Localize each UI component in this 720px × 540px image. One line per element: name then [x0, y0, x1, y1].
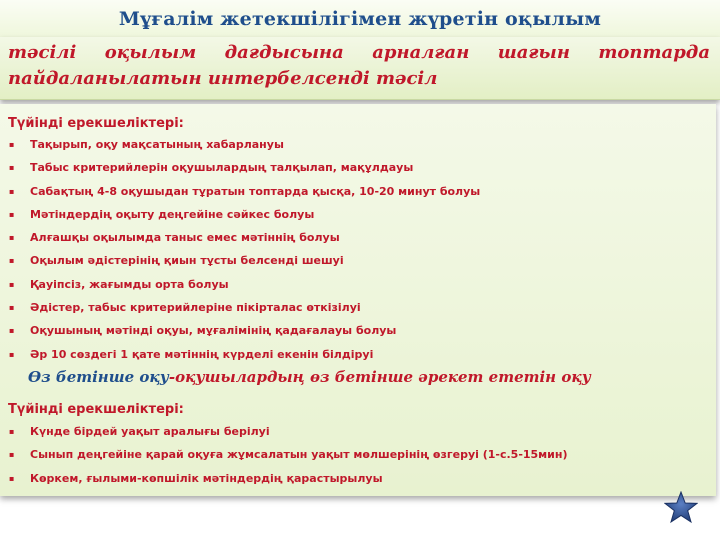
list-item-text: Табыс критерийлерін оқушылардың талқылап, мақұлдауы	[30, 161, 414, 175]
list-item-text: Сабақтың 4-8 оқушыдан тұратын топтарда қысқа, 10-20 минут болуы	[30, 184, 481, 198]
subheading-definition: -оқушылардың өз бетінше әрекет ететін оқу	[168, 368, 591, 386]
bullet-icon: ▪	[9, 279, 15, 289]
list-item	[0, 180, 480, 203]
slide-subtitle: тәсілі оқылым дағдысына арналған шағын топтарда пайдаланылатын интербелсенді тәсіл	[8, 42, 710, 89]
list-item	[0, 249, 480, 272]
list-item	[0, 343, 480, 366]
list-item	[0, 443, 568, 466]
section-heading-2: Түйінді ерекшеліктері:	[8, 402, 184, 417]
list-item	[0, 133, 480, 156]
bullet-icon: ▪	[9, 163, 15, 173]
bullet-icon: ▪	[9, 450, 15, 460]
list-item-text: Оқушының мәтінді оқуы, мұғалімінің қадағалауы болуы	[30, 324, 397, 338]
list-item-text: Әдістер, табыс критерийлеріне пікірталас өткізілуі	[30, 301, 361, 315]
feature-list-1	[0, 133, 480, 366]
list-item	[0, 319, 480, 342]
list-item-text: Мәтіндердің оқыту деңгейіне сәйкес болуы	[30, 207, 315, 221]
title-banner	[0, 0, 720, 41]
list-item-text: Күнде бірдей уақыт аралығы берілуі	[30, 425, 270, 438]
content-panel	[0, 104, 716, 496]
list-item	[0, 226, 480, 249]
list-item-text: Қауіпсіз, жағымды орта болуы	[30, 277, 229, 291]
list-item-text: Оқылым әдістерінің қиын тұсты белсенді шешуі	[30, 254, 344, 268]
list-item	[0, 420, 568, 443]
bullet-icon: ▪	[9, 427, 15, 436]
bullet-icon: ▪	[9, 140, 15, 149]
list-item	[0, 296, 480, 319]
bullet-icon: ▪	[9, 233, 15, 243]
bullet-icon: ▪	[9, 326, 15, 336]
list-item-text: Сынып деңгейіне қарай оқуға жұмсалатын уақыт мөлшерінің өзгеруі (1-с.5-15мин)	[30, 448, 568, 462]
list-item-text: Көркем, ғылыми-көпшілік мәтіндердің қарастырылуы	[30, 471, 383, 485]
slide-title: Мұғалім жетекшілігімен жүретін оқылым	[118, 8, 602, 30]
subtitle-banner	[0, 37, 720, 100]
subheading-term: Өз бетінше оқу	[28, 368, 169, 386]
star-icon[interactable]	[664, 491, 698, 525]
bullet-icon: ▪	[9, 303, 15, 313]
list-item-text: Әр 10 сөздегі 1 қате мәтіннің күрделі екенін білдіруі	[30, 347, 374, 361]
list-item	[0, 467, 568, 490]
list-item	[0, 203, 480, 226]
list-item	[0, 156, 480, 179]
bullet-icon: ▪	[9, 209, 15, 219]
list-item-text: Тақырып, оқу мақсатының хабарлануы	[30, 138, 284, 151]
bullet-icon: ▪	[9, 349, 15, 359]
list-item	[0, 273, 480, 296]
independent-reading-heading	[28, 368, 591, 386]
bullet-icon: ▪	[9, 473, 15, 483]
list-item-text: Алғашқы оқылымда таныс емес мәтіннің болуы	[30, 231, 340, 245]
bullet-icon: ▪	[9, 186, 15, 196]
bullet-icon: ▪	[9, 256, 15, 266]
feature-list-2	[0, 420, 568, 490]
section-heading-1: Түйінді ерекшеліктері:	[8, 116, 184, 131]
